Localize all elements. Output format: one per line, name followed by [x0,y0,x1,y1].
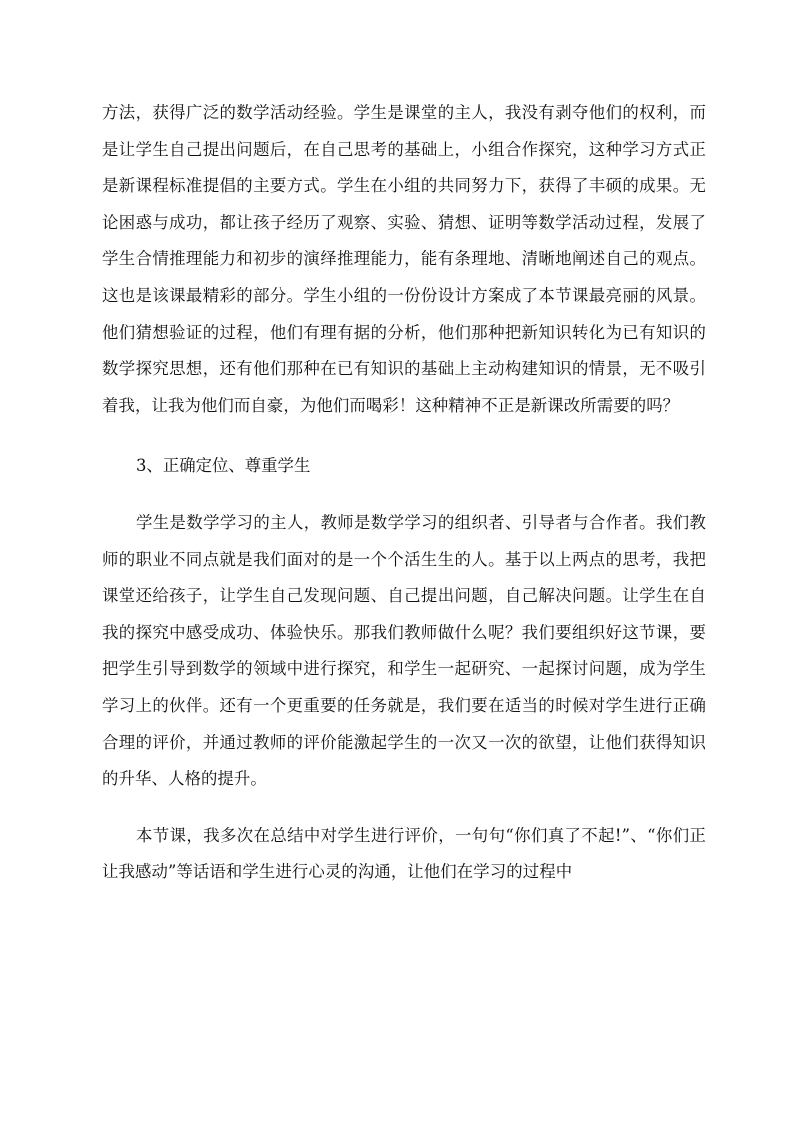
spacer [102,424,706,448]
section-heading: 3、正确定位、尊重学生 [136,456,311,476]
paragraph-evaluation: 本节课，我多次在总结中对学生进行评价，一句句“你们真了不起!”、“你们正让我感动”等话语和学生进行心灵的沟通，让他们在学习的过程中 [102,825,706,882]
paragraph-continued: 方法，获得广泛的数学活动经验。学生是课堂的主人，我没有剥夺他们的权利，而是让学生自己提出问题后，在自己思考的基础上，小组合作探究，这种学习方式正是新课程标准提倡的主要方式。学生在小组的共同努力下，获得了丰硕的成果。无论困惑与成功，都让孩子经历了观察、实验、猜想、证明等数学活动过程，发展了学生合情推理能力和初步的演绎推理能力，能有条理地、清晰地阐述自己的观点。这也是该课最精彩的部分。学生小组的一份份设计方案成了本节课最亮丽的风景。他们猜想验证的过程，他们有理有据的分析，他们那种把新知识转化为已有知识的数学探究思想，还有他们那种在已有知识的基础上主动构建知识的情景，无不吸引着我，让我为他们而自豪，为他们而喝彩！这种精神不正是新课改所需要的吗？ [102,103,706,415]
paragraph-student-role: 学生是数学学习的主人，教师是数学学习的组织者、引导者与合作者。我们教师的职业不同点就是我们面对的是一个个活生生的人。基于以上两点的思考，我把课堂还给孩子，让学生自己发现问题、自己提出问题，自己解决问题。让学生在自我的探究中感受成功、体验快乐。那我们教师做什么呢？我们要组织好这节课，要把学生引导到数学的领域中进行探究，和学生一起研究、一起探讨问题，成为学生学习上的伙伴。还有一个更重要的任务就是，我们要在适当的时候对学生进行正确合理的评价，并通过教师的评价能激起学生的一次又一次的欲望，让他们获得知识的升华、人格的提升。 [102,512,706,789]
spacer [102,485,706,505]
spacer [102,798,706,818]
document-page [102,95,706,891]
